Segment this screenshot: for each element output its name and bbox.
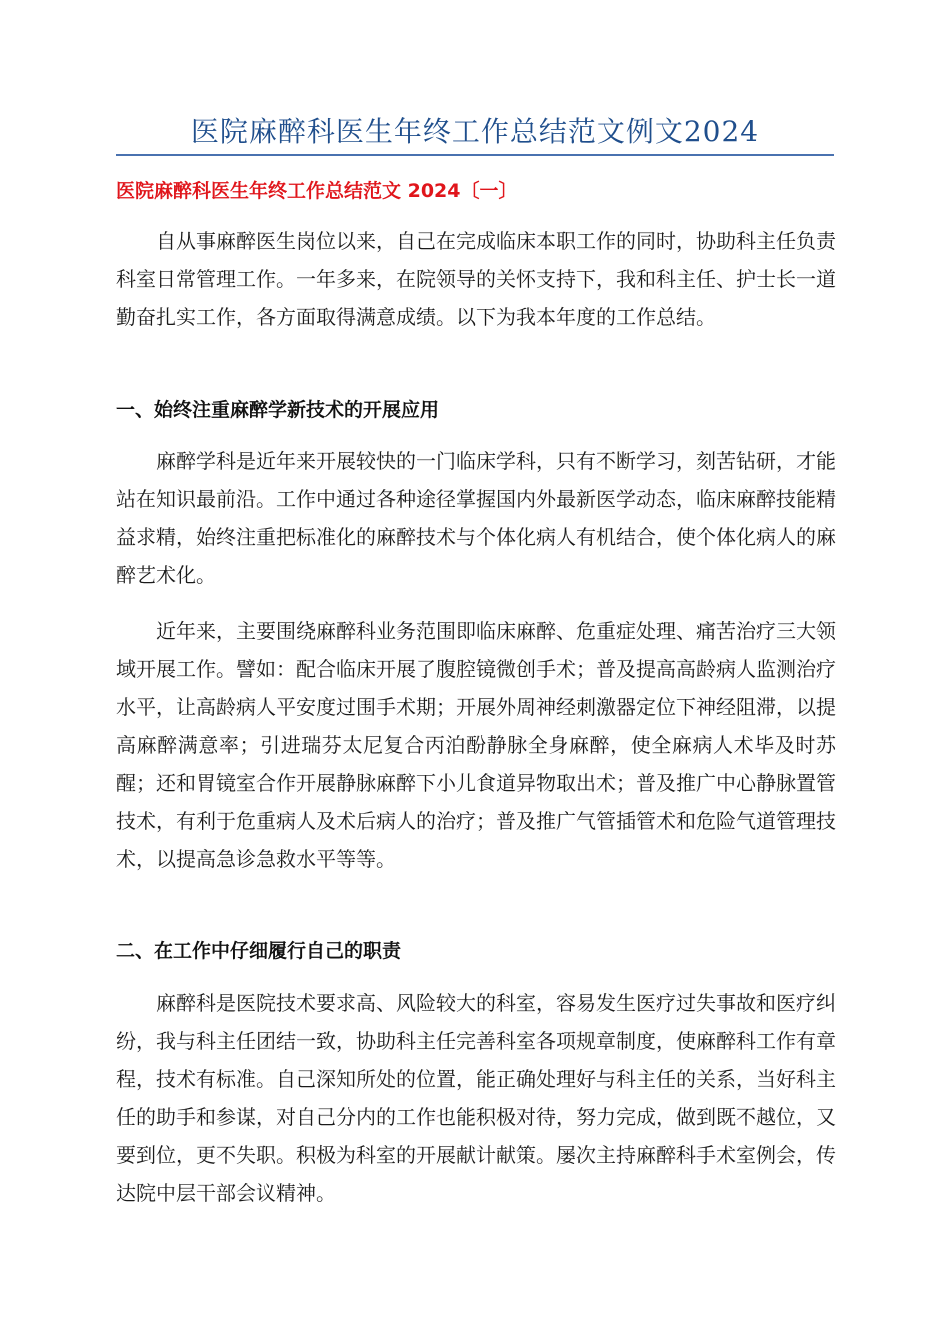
- section-2-paragraph-1: 麻醉科是医院技术要求高、风险较大的科室，容易发生医疗过失事故和医疗纠纷，我与科主任团结一致，协助科主任完善科室各项规章制度，使麻醉科工作有章程，技术有标准。自己深知所处的位置，能正确处理好与科主任的关系，当好科主任的助手和参谋，对自己分内的工作也能积极对待，努力完成，做到既不越位，又要到位，更不失职。积极为科室的开展献计献策。屡次主持麻醉科手术室例会，传达院中层干部会议精神。: [116, 991, 836, 1205]
- section-1-paragraph-1: 麻醉学科是近年来开展较快的一门临床学科，只有不断学习，刻苦钻研，才能站在知识最前沿。工作中通过各种途径掌握国内外最新医学动态，临床麻醉技能精益求精，始终注重把标准化的麻醉技术与个体化病人有机结合，使个体化病人的麻醉艺术化。: [116, 449, 836, 587]
- article-subtitle: 医院麻醉科医生年终工作总结范文 2024〔一〕: [116, 180, 518, 202]
- section-heading-1: 一、始终注重麻醉学新技术的开展应用: [116, 399, 440, 421]
- document-title: 医院麻醉科医生年终工作总结范文例文2024: [190, 115, 760, 148]
- section-1-paragraph-2: 近年来，主要围绕麻醉科业务范围即临床麻醉、危重症处理、痛苦治疗三大领域开展工作。譬如：配合临床开展了腹腔镜微创手术；普及提高高龄病人监测治疗水平，让高龄病人平安度过围手术期；开展外周神经刺激器定位下神经阻滞，以提高麻醉满意率；引进瑞芬太尼复合丙泊酚静脉全身麻醉，使全麻病人术毕及时苏醒；还和胃镜室合作开展静脉麻醉下小儿食道异物取出术；普及推广中心静脉置管技术，有利于危重病人及术后病人的治疗；普及推广气管插管术和危险气道管理技术，以提高急诊急救水平等等。: [116, 619, 836, 871]
- title-underline: [116, 154, 834, 156]
- intro-paragraph: 自从事麻醉医生岗位以来，自己在完成临床本职工作的同时，协助科主任负责科室日常管理工作。一年多来，在院领导的关怀支持下，我和科主任、护士长一道勤奋扎实工作，各方面取得满意成绩。以下为我本年度的工作总结。: [116, 229, 836, 329]
- section-heading-2: 二、在工作中仔细履行自己的职责: [116, 940, 402, 962]
